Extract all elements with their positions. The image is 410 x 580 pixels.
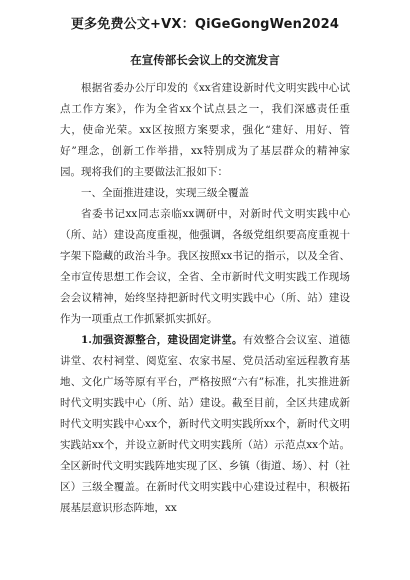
paragraph-text: 省委书记xx同志亲临xx调研中，对新时代文明实践中心（所、站）建设高度重视，他强调，各级党组织要高度重视十字架下隐藏的政治斗争。我区按照xx书记的指示，以及全省、全市宣传思想工作会议，全省、全市新时代文明实践工作现场会会议精神，始终坚持把新时代文明实践中心（所、站）建设作为一项重点工作抓紧抓实抓好。 <box>60 208 350 325</box>
intro-paragraph <box>60 78 350 183</box>
body-paragraph <box>60 330 350 519</box>
document-title: 在宣传部长会议上的交流发言 <box>130 53 280 67</box>
paragraph-text: 根据省委办公厅印发的《xx省建设新时代文明实践中心试点工作方案》，作为全省xx个试点县之一，我们深感责任重大，使命光荣。xx区按照方案要求，强化“建好、用好、管好”理念，创新工作举措，xx特别成为了基层群众的精神家园。现将我们的主要做法汇报如下： <box>60 82 350 178</box>
body-paragraph <box>60 204 350 330</box>
paragraph-lead: 1.加强资源整合，建设固定讲堂。 <box>81 334 243 346</box>
section-heading <box>60 183 350 204</box>
paragraph-text: 有效整合会议室、道德讲堂、农村祠堂、阅览室、农家书屋、党员活动室远程教育基地、文化广场等原有平台，严格按照“六有”标准，扎实推进新时代文明实践中心（所、站）建设。截至目前，全区共建成新时代文明实践中心xx个，新时代文明实践所xx个，新时代文明实践站xx个，并设立新时代文明实践所（站）示范点xx个站。全区新时代文明实践阵地实现了区、乡镇（街道、场）、村（社区）三级全覆盖。在新时代文明实践中心建设过程中，积极拓展基层意识形态阵地，xx <box>60 334 350 514</box>
promo-banner: 更多免费公文+VX：QiGeGongWen2024 <box>70 17 340 32</box>
paragraph-text: 一、全面推进建设，实现三级全覆盖 <box>81 187 249 199</box>
